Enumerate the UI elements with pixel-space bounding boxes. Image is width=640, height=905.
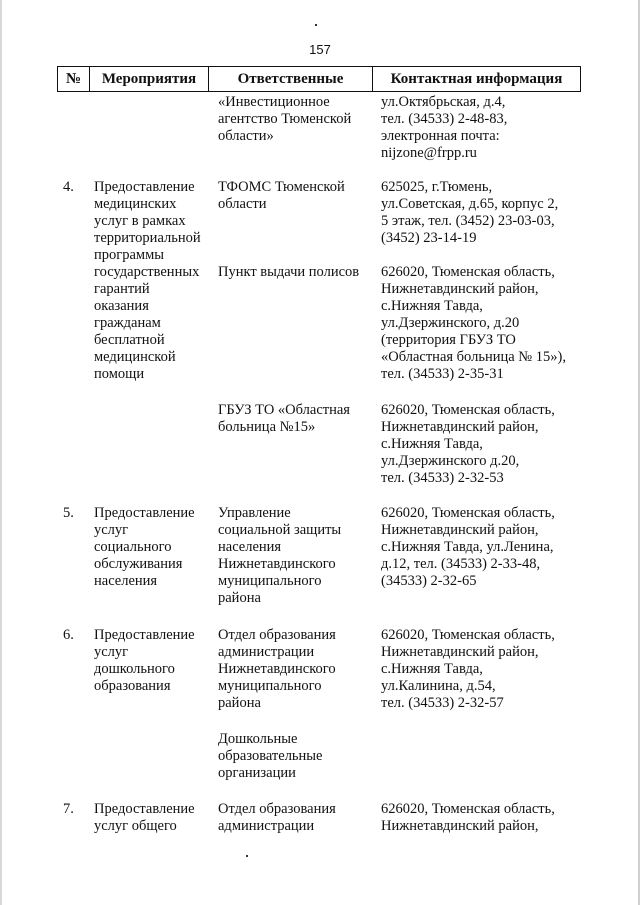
row-activity: Предоставление медицинских услуг в рамках территориальной программы — [94, 179, 201, 263]
scan-left-edge — [0, 0, 2, 905]
row-contact: 626020, Тюменская область, Нижнетавдинский район, — [381, 801, 555, 834]
row-activity: Предоставление услуг дошкольного образования — [94, 627, 195, 694]
row-activity-continued: государственных гарантий оказания гражданам бесплатной медицинской помощи — [94, 264, 200, 382]
row-responsible: Отдел образования администрации — [218, 801, 336, 834]
row-responsible: ГБУЗ ТО «Областная больница №15» — [218, 402, 350, 435]
row-activity: Предоставление услуг общего — [94, 801, 195, 834]
row-contact: 626020, Тюменская область, Нижнетавдинский район, с.Нижняя Тавда, ул.Дзержинского д.20, тел. (34533) 2-32-53 — [381, 402, 555, 486]
row-responsible: ТФОМС Тюменской области — [218, 179, 345, 212]
scan-speck — [315, 24, 317, 26]
header-number: № — [57, 67, 89, 91]
row-number: 6. — [63, 627, 74, 643]
scan-speck — [246, 855, 248, 857]
header-responsible: Ответственные — [208, 67, 372, 91]
header-contact: Контактная информация — [372, 67, 581, 91]
row-number: 5. — [63, 505, 74, 521]
row-responsible-extra: Дошкольные образовательные организации — [218, 731, 323, 781]
row-responsible: Пункт выдачи полисов — [218, 264, 360, 280]
header-activities: Мероприятия — [89, 67, 208, 91]
row-responsible: Управление социальной защиты населения Нижнетавдинского муниципального района — [218, 505, 342, 606]
row-contact: 625025, г.Тюмень, ул.Советская, д.65, корпус 2, 5 этаж, тел. (3452) 23-03-03, (3452) 23-14-19 — [381, 179, 559, 246]
row-contact: 626020, Тюменская область, Нижнетавдинский район, с.Нижняя Тавда, ул.Калинина, д.54, тел. (34533) 2-32-57 — [381, 627, 555, 711]
row-activity: Предоставление услуг социального обслуживания населения — [94, 505, 195, 589]
page-number: 157 — [309, 42, 331, 57]
continuation-responsible: «Инвестиционное агентство Тюменской области» — [218, 94, 352, 144]
continuation-contact: ул.Октябрьская, д.4, тел. (34533) 2-48-83, электронная почта: nijzone@frpp.ru — [381, 94, 508, 161]
row-contact: 626020, Тюменская область, Нижнетавдинский район, с.Нижняя Тавда, ул.Дзержинского, д.20 (территория ГБУЗ ТО «Областная больница № 15»), тел. (34533) 2-35-31 — [381, 264, 566, 382]
row-responsible: Отдел образования администрации Нижнетавдинского муниципального района — [218, 627, 336, 711]
row-contact: 626020, Тюменская область, Нижнетавдинский район, с.Нижняя Тавда, ул.Ленина, д.12, тел. (34533) 2-33-48, (34533) 2-32-65 — [381, 505, 555, 589]
row-number: 4. — [63, 179, 74, 195]
table-header — [57, 66, 581, 92]
row-number: 7. — [63, 801, 74, 817]
